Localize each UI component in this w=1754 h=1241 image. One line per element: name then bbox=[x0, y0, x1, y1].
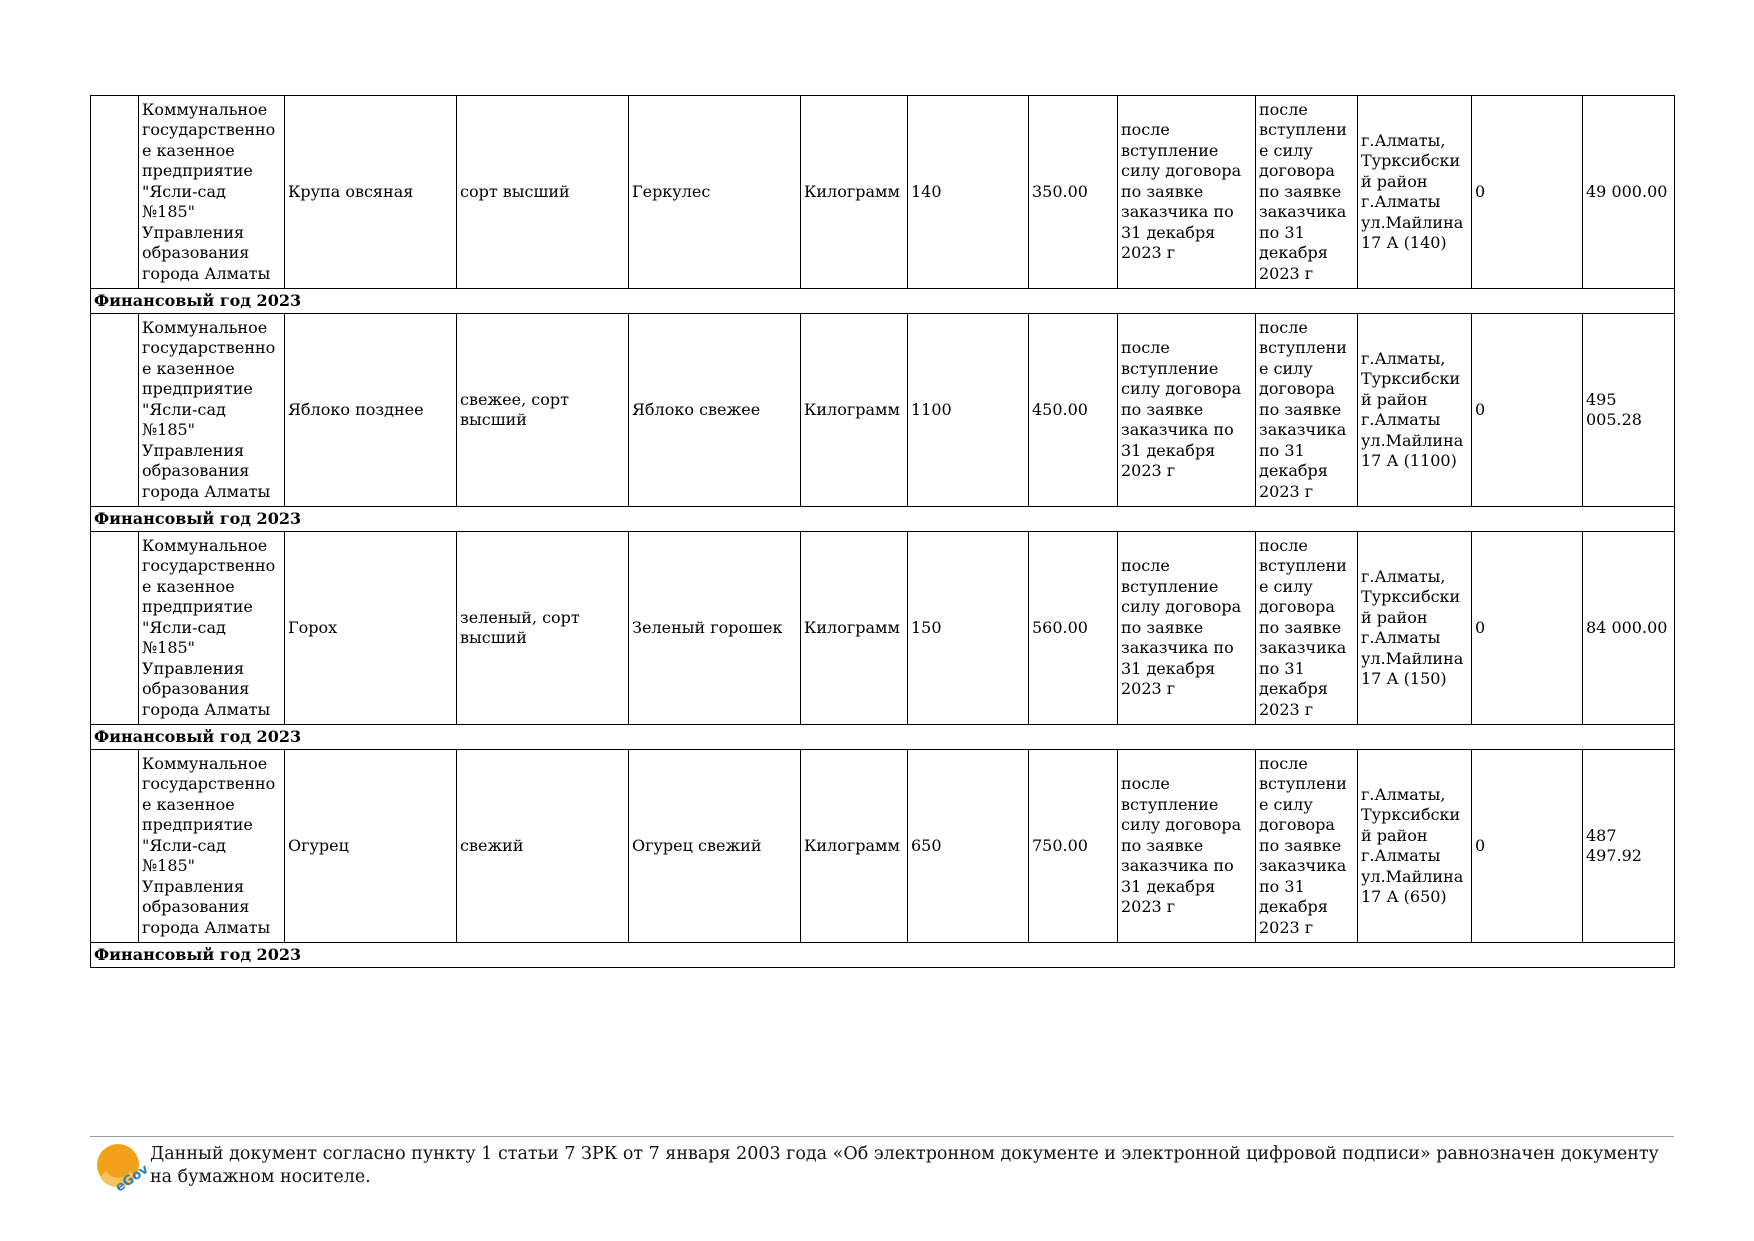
financial-year-label: Финансовый год 2023 bbox=[91, 289, 1675, 314]
customer-cell: Коммунальное государственное казенное предприятие "Ясли-сад №185" Управления образования города Алматы bbox=[139, 750, 285, 943]
unit-cell: Килограмм bbox=[801, 532, 908, 725]
sum-cell: 49 000.00 bbox=[1583, 96, 1675, 289]
delivery-place-cell: г.Алматы, Турксибский район г.Алматы ул.Майлина 17 А (1100) bbox=[1358, 314, 1472, 507]
procurement-table bbox=[90, 95, 1675, 968]
item-name-cell: Горох bbox=[285, 532, 457, 725]
financial-year-label: Финансовый год 2023 bbox=[91, 943, 1675, 968]
delivery-term-cell: после вступление силу договора по заявке заказчика по 31 декабря 2023 г bbox=[1118, 750, 1256, 943]
additional-characteristic-cell: Огурец свежий bbox=[629, 750, 801, 943]
customer-cell: Коммунальное государственное казенное предприятие "Ясли-сад №185" Управления образования города Алматы bbox=[139, 532, 285, 725]
delivery-term-alt-cell: после вступление силу договора по заявке заказчика по 31 декабря 2023 г bbox=[1256, 96, 1358, 289]
unit-cell: Килограмм bbox=[801, 96, 908, 289]
quantity-cell: 1100 bbox=[908, 314, 1029, 507]
item-name-cell: Огурец bbox=[285, 750, 457, 943]
characteristic-cell: свежий bbox=[457, 750, 629, 943]
additional-characteristic-cell: Яблоко свежее bbox=[629, 314, 801, 507]
financial-year-label: Финансовый год 2023 bbox=[91, 725, 1675, 750]
additional-characteristic-cell: Геркулес bbox=[629, 96, 801, 289]
advance-cell: 0 bbox=[1472, 96, 1583, 289]
delivery-term-cell: после вступление силу договора по заявке заказчика по 31 декабря 2023 г bbox=[1118, 532, 1256, 725]
unit-cell: Килограмм bbox=[801, 750, 908, 943]
quantity-cell: 140 bbox=[908, 96, 1029, 289]
delivery-term-alt-cell: после вступление силу договора по заявке заказчика по 31 декабря 2023 г bbox=[1256, 750, 1358, 943]
characteristic-cell: зеленый, сорт высший bbox=[457, 532, 629, 725]
table-row bbox=[91, 750, 1675, 943]
advance-cell: 0 bbox=[1472, 314, 1583, 507]
row-number-cell bbox=[91, 96, 139, 289]
egov-sun-logo-icon bbox=[94, 1143, 152, 1196]
customer-cell: Коммунальное государственное казенное предприятие "Ясли-сад №185" Управления образования города Алматы bbox=[139, 96, 285, 289]
footer bbox=[90, 1136, 1674, 1196]
svg-text:eGov: eGov bbox=[112, 1161, 152, 1196]
additional-characteristic-cell: Зеленый горошек bbox=[629, 532, 801, 725]
sum-cell: 487 497.92 bbox=[1583, 750, 1675, 943]
financial-year-row bbox=[91, 289, 1675, 314]
customer-cell: Коммунальное государственное казенное предприятие "Ясли-сад №185" Управления образования города Алматы bbox=[139, 314, 285, 507]
table-row bbox=[91, 532, 1675, 725]
price-cell: 350.00 bbox=[1029, 96, 1118, 289]
quantity-cell: 650 bbox=[908, 750, 1029, 943]
delivery-term-cell: после вступление силу договора по заявке заказчика по 31 декабря 2023 г bbox=[1118, 96, 1256, 289]
table-row bbox=[91, 96, 1675, 289]
price-cell: 450.00 bbox=[1029, 314, 1118, 507]
row-number-cell bbox=[91, 314, 139, 507]
financial-year-row bbox=[91, 725, 1675, 750]
table-row bbox=[91, 314, 1675, 507]
sum-cell: 84 000.00 bbox=[1583, 532, 1675, 725]
sum-cell: 495 005.28 bbox=[1583, 314, 1675, 507]
characteristic-cell: свежее, сорт высший bbox=[457, 314, 629, 507]
financial-year-label: Финансовый год 2023 bbox=[91, 507, 1675, 532]
row-number-cell bbox=[91, 532, 139, 725]
legal-notice-text: Данный документ согласно пункту 1 статьи 7 ЗРК от 7 января 2003 года «Об электронном документе и электронной цифровой подписи» равнозначен документу на бумажном носителе. bbox=[150, 1144, 1659, 1187]
delivery-term-alt-cell: после вступление силу договора по заявке заказчика по 31 декабря 2023 г bbox=[1256, 532, 1358, 725]
characteristic-cell: сорт высший bbox=[457, 96, 629, 289]
financial-year-row bbox=[91, 943, 1675, 968]
item-name-cell: Крупа овсяная bbox=[285, 96, 457, 289]
financial-year-row bbox=[91, 507, 1675, 532]
delivery-term-cell: после вступление силу договора по заявке заказчика по 31 декабря 2023 г bbox=[1118, 314, 1256, 507]
table-body bbox=[91, 96, 1675, 968]
item-name-cell: Яблоко позднее bbox=[285, 314, 457, 507]
price-cell: 560.00 bbox=[1029, 532, 1118, 725]
delivery-place-cell: г.Алматы, Турксибский район г.Алматы ул.Майлина 17 А (650) bbox=[1358, 750, 1472, 943]
delivery-place-cell: г.Алматы, Турксибский район г.Алматы ул.Майлина 17 А (140) bbox=[1358, 96, 1472, 289]
row-number-cell bbox=[91, 750, 139, 943]
advance-cell: 0 bbox=[1472, 532, 1583, 725]
quantity-cell: 150 bbox=[908, 532, 1029, 725]
delivery-term-alt-cell: после вступление силу договора по заявке заказчика по 31 декабря 2023 г bbox=[1256, 314, 1358, 507]
unit-cell: Килограмм bbox=[801, 314, 908, 507]
advance-cell: 0 bbox=[1472, 750, 1583, 943]
price-cell: 750.00 bbox=[1029, 750, 1118, 943]
delivery-place-cell: г.Алматы, Турксибский район г.Алматы ул.Майлина 17 А (150) bbox=[1358, 532, 1472, 725]
